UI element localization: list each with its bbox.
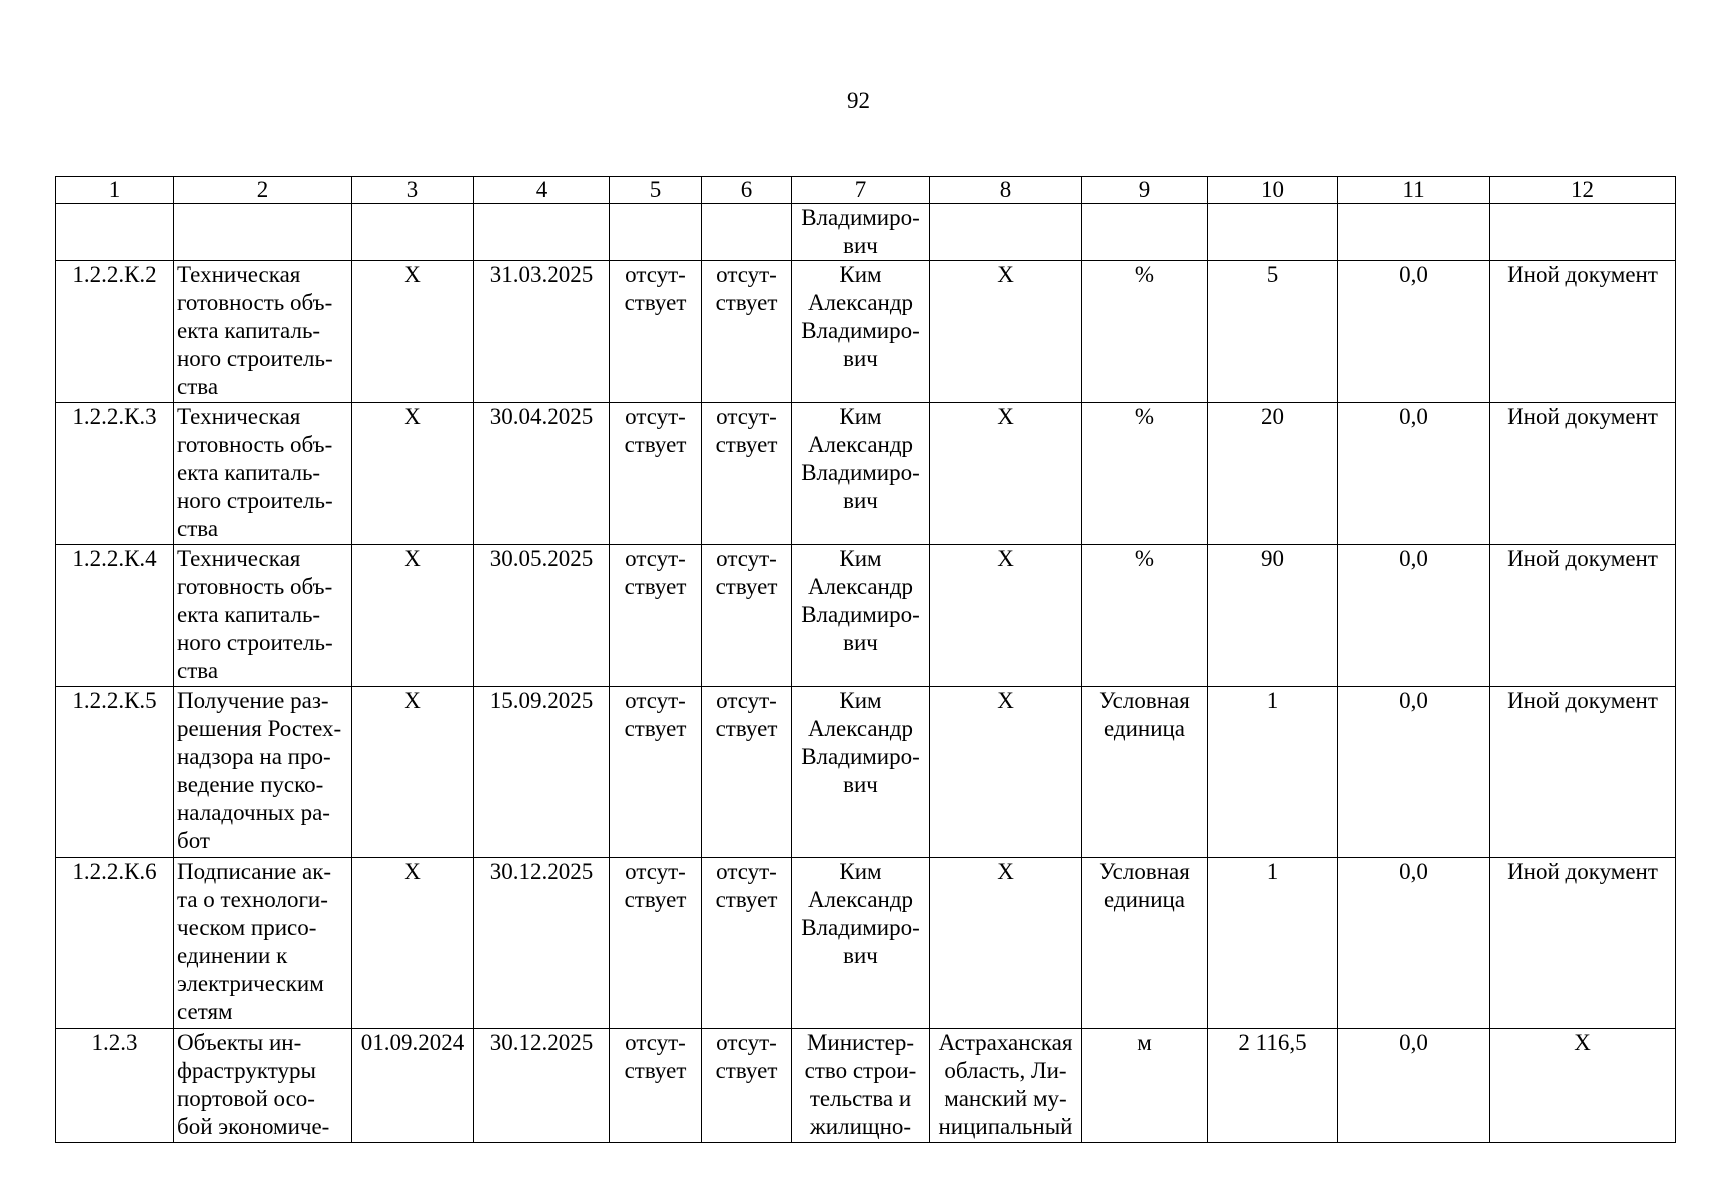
row-number-cell: 1.2.3 — [56, 1029, 174, 1143]
unit-cell: % — [1082, 545, 1208, 687]
col5-cell: отсут- ствует — [610, 261, 702, 403]
start-date-cell: Х — [352, 858, 474, 1029]
col6-cell: отсут- ствует — [702, 1029, 792, 1143]
column-header: 9 — [1082, 177, 1208, 204]
responsible-cell: Министер- ство строи- тельства и жилищно- — [792, 1029, 930, 1143]
responsible-cell: Ким Александр Владимиро- вич — [792, 403, 930, 545]
empty-cell — [1208, 204, 1338, 261]
name-cell: Подписание ак- та о технологи- ческом присо- единении к электрическим сетям — [174, 858, 352, 1029]
end-date-cell: 15.09.2025 — [474, 687, 610, 858]
end-date-cell: 30.12.2025 — [474, 858, 610, 1029]
end-date-cell: 30.12.2025 — [474, 1029, 610, 1143]
col6-cell: отсут- ствует — [702, 261, 792, 403]
unit-cell: м — [1082, 1029, 1208, 1143]
row-number-cell: 1.2.2.К.6 — [56, 858, 174, 1029]
value-cell: 20 — [1208, 403, 1338, 545]
table-row — [56, 1029, 1676, 1143]
document-type-cell: Иной документ — [1490, 261, 1676, 403]
column-header: 1 — [56, 177, 174, 204]
empty-cell — [174, 204, 352, 261]
location-cell: Х — [930, 687, 1082, 858]
value-cell: 2 116,5 — [1208, 1029, 1338, 1143]
column-header: 11 — [1338, 177, 1490, 204]
continuation-row — [56, 204, 1676, 261]
row-number-cell: 1.2.2.К.2 — [56, 261, 174, 403]
empty-cell — [930, 204, 1082, 261]
col6-cell: отсут- ствует — [702, 858, 792, 1029]
empty-cell — [56, 204, 174, 261]
table-row — [56, 403, 1676, 545]
row-number-cell: 1.2.2.К.5 — [56, 687, 174, 858]
name-cell: Объекты ин- фраструктуры портовой осо- бой экономиче- — [174, 1029, 352, 1143]
col11-cell: 0,0 — [1338, 545, 1490, 687]
location-cell: Х — [930, 403, 1082, 545]
value-cell: 1 — [1208, 858, 1338, 1029]
data-table — [55, 176, 1676, 1143]
start-date-cell: 01.09.2024 — [352, 1029, 474, 1143]
page-number: 92 — [847, 88, 870, 113]
location-cell: Х — [930, 858, 1082, 1029]
table-row — [56, 687, 1676, 858]
responsible-cell: Ким Александр Владимиро- вич — [792, 687, 930, 858]
location-cell: Х — [930, 261, 1082, 403]
value-cell: 90 — [1208, 545, 1338, 687]
responsible-cell: Ким Александр Владимиро- вич — [792, 858, 930, 1029]
unit-cell: % — [1082, 403, 1208, 545]
start-date-cell: Х — [352, 545, 474, 687]
document-type-cell: Иной документ — [1490, 403, 1676, 545]
empty-cell — [1082, 204, 1208, 261]
document-type-cell: Иной документ — [1490, 687, 1676, 858]
table-body — [56, 177, 1676, 1143]
end-date-cell: 31.03.2025 — [474, 261, 610, 403]
col11-cell: 0,0 — [1338, 1029, 1490, 1143]
column-header: 6 — [702, 177, 792, 204]
col6-cell: отсут- ствует — [702, 687, 792, 858]
column-header: 12 — [1490, 177, 1676, 204]
value-cell: 5 — [1208, 261, 1338, 403]
start-date-cell: Х — [352, 687, 474, 858]
col6-cell: отсут- ствует — [702, 545, 792, 687]
document-type-cell: Иной документ — [1490, 545, 1676, 687]
column-header: 8 — [930, 177, 1082, 204]
empty-cell — [610, 204, 702, 261]
column-header: 2 — [174, 177, 352, 204]
column-header: 4 — [474, 177, 610, 204]
column-header: 10 — [1208, 177, 1338, 204]
col5-cell: отсут- ствует — [610, 1029, 702, 1143]
end-date-cell: 30.05.2025 — [474, 545, 610, 687]
col11-cell: 0,0 — [1338, 403, 1490, 545]
col11-cell: 0,0 — [1338, 261, 1490, 403]
name-cell: Техническая готовность объ- екта капиталь- ного строитель- ства — [174, 403, 352, 545]
document-type-cell: Х — [1490, 1029, 1676, 1143]
empty-cell — [352, 204, 474, 261]
location-cell: Х — [930, 545, 1082, 687]
responsible-cell: Ким Александр Владимиро- вич — [792, 261, 930, 403]
col5-cell: отсут- ствует — [610, 545, 702, 687]
location-cell: Астраханская область, Ли- манский му- ниципальный — [930, 1029, 1082, 1143]
unit-cell: % — [1082, 261, 1208, 403]
name-cell: Техническая готовность объ- екта капиталь- ного строитель- ства — [174, 545, 352, 687]
unit-cell: Условная единица — [1082, 858, 1208, 1029]
table-row — [56, 858, 1676, 1029]
column-header: 5 — [610, 177, 702, 204]
start-date-cell: Х — [352, 261, 474, 403]
row-number-cell: 1.2.2.К.3 — [56, 403, 174, 545]
name-cell: Получение раз- решения Ростех- надзора на про- ведение пуско- наладочных ра- бот — [174, 687, 352, 858]
empty-cell — [1490, 204, 1676, 261]
column-header: 3 — [352, 177, 474, 204]
end-date-cell: 30.04.2025 — [474, 403, 610, 545]
col5-cell: отсут- ствует — [610, 858, 702, 1029]
document-type-cell: Иной документ — [1490, 858, 1676, 1029]
name-cell: Техническая готовность объ- екта капиталь- ного строитель- ства — [174, 261, 352, 403]
responsible-cell: Владимиро- вич — [792, 204, 930, 261]
start-date-cell: Х — [352, 403, 474, 545]
value-cell: 1 — [1208, 687, 1338, 858]
col11-cell: 0,0 — [1338, 858, 1490, 1029]
col11-cell: 0,0 — [1338, 687, 1490, 858]
col6-cell: отсут- ствует — [702, 403, 792, 545]
table-row — [56, 261, 1676, 403]
row-number-cell: 1.2.2.К.4 — [56, 545, 174, 687]
column-number-row — [56, 177, 1676, 204]
responsible-cell: Ким Александр Владимиро- вич — [792, 545, 930, 687]
empty-cell — [702, 204, 792, 261]
col5-cell: отсут- ствует — [610, 687, 702, 858]
table-row — [56, 545, 1676, 687]
empty-cell — [474, 204, 610, 261]
empty-cell — [1338, 204, 1490, 261]
column-header: 7 — [792, 177, 930, 204]
col5-cell: отсут- ствует — [610, 403, 702, 545]
unit-cell: Условная единица — [1082, 687, 1208, 858]
